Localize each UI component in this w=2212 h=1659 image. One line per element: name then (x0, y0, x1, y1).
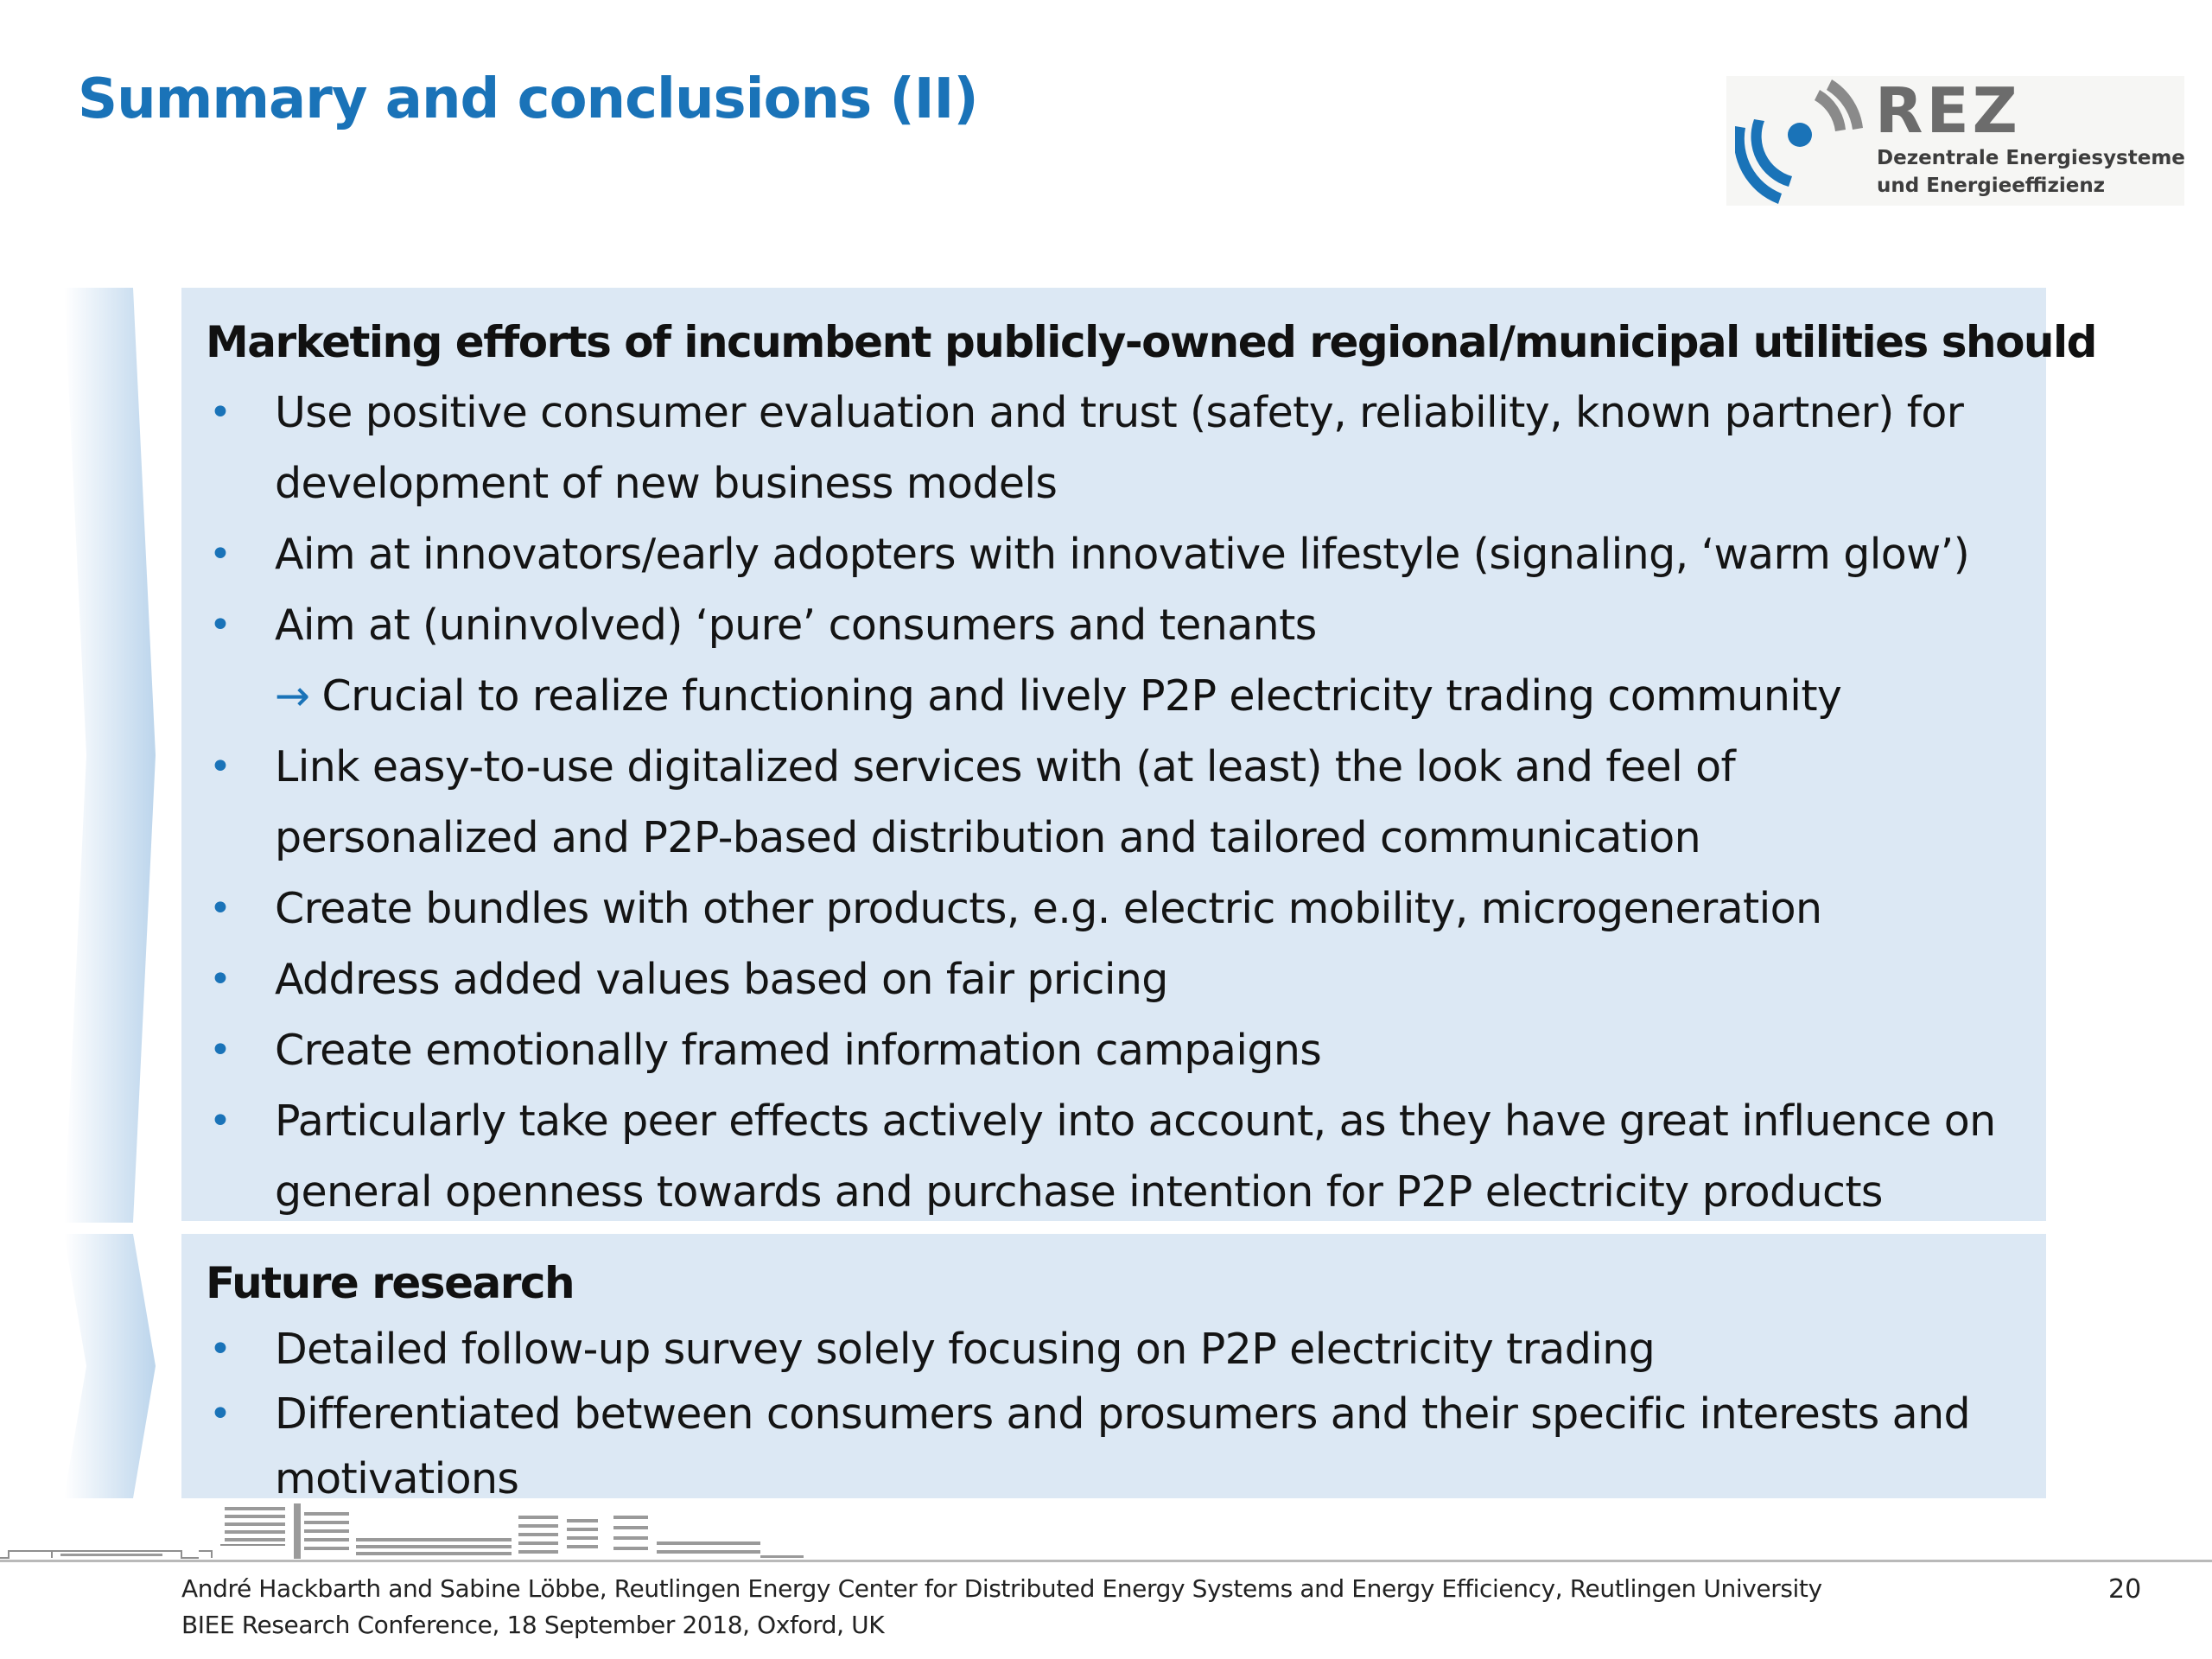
list-item (206, 1086, 2001, 1228)
future-research-box (181, 1234, 2046, 1503)
page-number: 20 (2108, 1574, 2142, 1605)
footer-divider (0, 1560, 2212, 1562)
future-research-list (206, 1317, 2001, 1511)
list-item (206, 1317, 2001, 1382)
logo-subtitle-line2: und Energieeffizienz (1877, 175, 2106, 197)
logo-subtitle-line1: Dezentrale Energiesysteme (1877, 147, 2185, 169)
bullet-icon: • (209, 1392, 232, 1436)
future-research-heading: Future research (206, 1258, 575, 1308)
bullet-text: Use positive consumer evaluation and trust (safety, reliability, known partner) for development of new business models (275, 388, 1964, 508)
bullet-text: Detailed follow-up survey solely focusing on P2P electricity trading (275, 1325, 1656, 1374)
bullet-text: Aim at (uninvolved) ‘pure’ consumers and tenants (275, 601, 1317, 650)
bullet-icon: • (209, 1028, 232, 1072)
arrow-note (206, 661, 2001, 732)
conclusions-box (181, 288, 2096, 1221)
bullet-text: Particularly take peer effects actively into account, as they have great influence on general openness towards and purchase intention for P2P electricity products (275, 1096, 1996, 1217)
bullet-icon: • (209, 887, 232, 931)
conclusions-heading: Marketing efforts of incumbent publicly-owned regional/municipal utilities should (206, 317, 2096, 367)
bullet-text: Create bundles with other products, e.g. electric mobility, microgeneration (275, 884, 1822, 933)
slide-title: Summary and conclusions (II) (78, 67, 978, 131)
list-item (206, 590, 2001, 661)
bullet-icon: • (209, 745, 232, 789)
bullet-text: Create emotionally framed information campaigns (275, 1026, 1322, 1075)
arrow-note-text: Crucial to realize functioning and lively P2P electricity trading community (321, 671, 1842, 721)
bullet-text: Address added values based on fair pricing (275, 955, 1168, 1004)
footer-authors: André Hackbarth and Sabine Löbbe, Reutlingen Energy Center for Distributed Energy Systems and Energy Efficiency, Reutlingen University (181, 1574, 1822, 1603)
list-item (206, 1382, 2001, 1511)
chevron-arrow-decoration-2 (64, 1234, 159, 1498)
logo-name: REZ (1875, 74, 2021, 147)
list-item (206, 944, 2001, 1015)
bullet-icon: • (209, 957, 232, 1001)
bullet-text: Link easy-to-use digitalized services with (at least) the look and feel of personalized and P2P-based distribution and tailored communication (275, 742, 1736, 862)
list-item (206, 732, 2001, 874)
footer-conference: BIEE Research Conference, 18 September 2018, Oxford, UK (181, 1611, 885, 1639)
list-item (206, 519, 2001, 590)
conclusions-list (206, 378, 2001, 661)
bullet-text: Aim at innovators/early adopters with innovative lifestyle (signaling, ‘warm glow’) (275, 530, 1970, 579)
bullet-icon: • (209, 532, 232, 576)
bullet-icon: • (209, 603, 232, 647)
conclusions-list-continued (206, 732, 2001, 1228)
rez-logo (1726, 76, 2184, 206)
list-item (206, 1015, 2001, 1086)
chevron-arrow-decoration-1 (64, 288, 159, 1223)
rez-swirl-icon (1735, 76, 1873, 206)
skyline-decoration (0, 1503, 830, 1564)
bullet-icon: • (209, 391, 232, 435)
right-arrow-icon: → (275, 671, 310, 721)
bullet-text: Differentiated between consumers and prosumers and their specific interests and motivations (275, 1389, 1971, 1503)
list-item (206, 874, 2001, 944)
bullet-icon: • (209, 1327, 232, 1371)
list-item (206, 378, 2001, 519)
bullet-icon: • (209, 1099, 232, 1143)
